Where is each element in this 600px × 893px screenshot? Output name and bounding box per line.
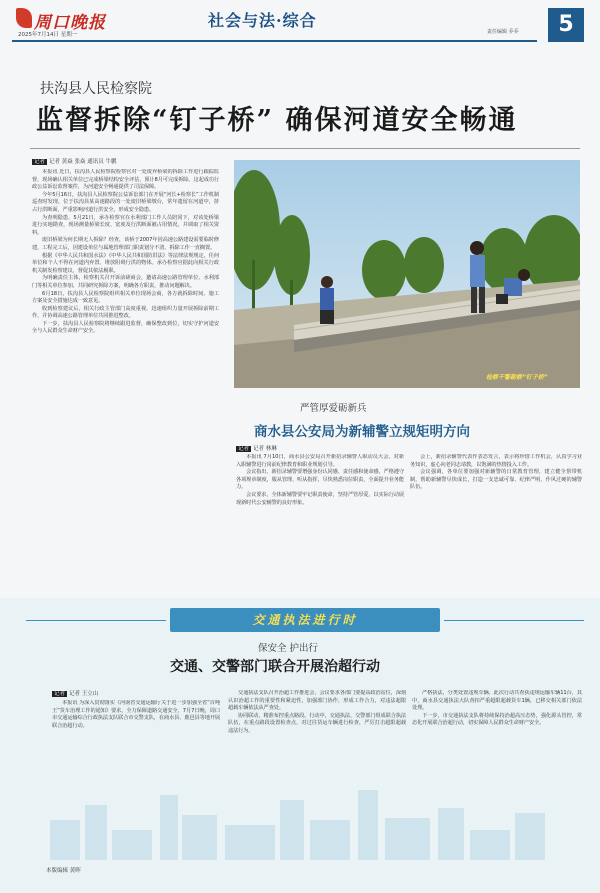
second-body-col1: [236, 454, 404, 576]
paragraph: 下一步，扶沟县人民检察院将继续跟进监督，确保整改到位，切实守护河道安全与人民群众生命财产安全。: [32, 320, 219, 335]
paragraph: 废旧桥梁为何长期无人拆除？经查，该桥于2007年因高速公路建设需要临时修建，工程完工后，因建设单位与属地管理部门职责划分不清，拆除工作一直搁置。: [32, 237, 219, 251]
page-editor: 责任编辑 乔乔: [487, 29, 519, 35]
paragraph: 为明确责任主体，检察机关召开诉前磋商会，邀请高速公路管理单位、水利部门等相关单位参加，共同研究拆除方案，明确各方职责，推动问题解决。: [32, 275, 219, 289]
newspaper-logo: 周口晚报: [34, 13, 106, 33]
photo-caption: 检察干警勘察“钉子桥”: [486, 374, 548, 381]
paragraph: 收到检察建议后，相关行政主管部门高度重视，迅速组织力量开展拆除前期工作，并协调高速公路管理单位共同推进整改。: [32, 305, 219, 320]
transport-byline: [52, 689, 98, 697]
byline-text: 记者 林琳: [253, 446, 277, 452]
paragraph: 为查明隐患，5月21日，承办检察官在水利部门工作人员陪同下，对该处桥梁进行实地勘查，现场测量桥梁长度、宽度及行洪断面被占用情况，并调取了相关资料。: [32, 214, 219, 236]
paragraph: 交通执法支队召开治超工作推进会，会议要求各部门要提高政治站位，深刻认识治超工作的重要性和紧迫性，加强部门协作，形成工作合力，对违法超限超载车辆依法从严查处。: [228, 690, 406, 712]
paragraph: 本报讯 7月10日，商水县公安局召开新招录辅警人职动员大会，对新入职辅警进行岗前纪律教育和职业规划引导。: [236, 454, 404, 468]
issue-date: 2025年7月14日 星期一: [18, 32, 78, 38]
page-number: 5: [548, 8, 584, 42]
paragraph: 6月18日，扶沟县人民检察院组织相关单位现场会商，各方就拆除时间、施工方案及安全措施达成一致意见。: [32, 290, 219, 305]
lead-body: [32, 169, 219, 574]
city-skyline-illustration: [40, 780, 560, 860]
paragraph: 协同联动，精准布控重点路段。行动中，交通执法、交警部门组成联合执法队伍，在重点路段设置检查点，对过往货运车辆进行检查，严厉打击超限超载违法行为。: [228, 712, 406, 734]
byline-text: 记者 黄焱 张焱 通讯员 牛鹏: [49, 159, 117, 165]
column-banner-title: 交通执法进行时: [252, 613, 358, 627]
headline-rule: [30, 148, 580, 149]
second-byline: [236, 444, 277, 452]
paragraph: 会议指出，新招录辅警要增强身份认同感、责任感和使命感，严格遵守各项规章制度，服从管理、听从指挥，尽快熟悉岗位职责，全面提升业务能力。: [236, 469, 404, 491]
byline-text: 记者 王立山: [69, 691, 99, 697]
transport-headline: 交通、交警部门联合开展治超行动: [170, 659, 380, 675]
transport-subheadline: 保安全 护出行: [258, 643, 319, 654]
banner-line-right: [444, 620, 584, 621]
paragraph: 严格执法，分类处置违规车辆。此次行动共查获违规运输车辆11台，其中，商水县交通执法大队查扣严重超限超载货车1辆，已移交相关部门依法处理。: [412, 690, 582, 712]
paragraph: 会上，新招录辅警代表作表态发言，表示将珍惜工作机会，认真学习业务知识，虚心向老同志请教，以饱满的热情投入工作。: [410, 454, 582, 468]
lead-byline: [32, 157, 117, 165]
paragraph: 本报讯 为深入贯彻落实《河南省交通运输厅关于进一步加强全省“百吨王”货车治理工作的通知》要求，全力保障道路交通安全，7月7日晚，周口市交通运输综合行政执法支队联合市交警支队，在商水县、鹿邑县等地开展联合治超行动。: [52, 700, 220, 729]
person-figure: [320, 276, 334, 324]
second-body-col2: [410, 454, 582, 576]
byline-tag: 记者: [34, 159, 46, 165]
paragraph: 会议要求，全体新辅警要牢记职责使命，坚持严管厚爱，以实际行动展现新时代公安辅警的良好形象。: [236, 491, 404, 506]
paragraph: 会议强调，各单位要加强对新辅警的日常教育管理，建立健全帮带机制，帮助新辅警尽快成长，打造一支忠诚可靠、纪律严明、作风过硬的辅警队伍。: [410, 469, 582, 491]
second-headline: 商水县公安局为新辅警立规矩明方向: [254, 424, 470, 440]
paragraph: 下一步，市交通执法支队将持续保持治超高压态势，强化源头管控，常态化开展联合治超行动，切实保障人民群众生命财产安全。: [412, 712, 582, 727]
section-title: 社会与法·综合: [208, 11, 317, 30]
page-footer-editor: 本版编辑 黄晖: [46, 868, 81, 874]
news-photo: [234, 160, 580, 388]
newspaper-logo-icon: [16, 8, 32, 28]
banner-line-left: [26, 620, 166, 621]
second-subheadline: 严管厚爱砺新兵: [300, 403, 367, 414]
lead-headline: 监督拆除“钉子桥” 确保河道安全畅通: [36, 105, 518, 136]
photo-illustration: [234, 160, 580, 388]
paragraph: 根据《中华人民共和国水法》《中华人民共和国防洪法》等法律法规规定，任何单位和个人不得在河道内弃置、堆放阻碍行洪的物体。承办检察官据此向相关行政机关制发检察建议，督促其依法履职。: [32, 252, 219, 274]
lead-org: 扶沟县人民检察院: [40, 81, 152, 97]
byline-tag: 记者: [238, 446, 250, 452]
byline-tag: 记者: [54, 691, 66, 697]
paragraph: 本报讯 近日，扶沟县人民检察院检察官对一处废弃桥梁的拆除工作进行跟踪监督，现场确认相关单位已完成桥梁结构安全评估，预计8月可完成拆除。这起成功行政公益诉讼监督案件，为河道安全畅通提供了司法保障。: [32, 169, 219, 191]
paragraph: 今年5月16日，扶沟县人民检察院公益诉讼部门在开展“河长+检察长”工作机制巡查时发现，位于扶沟县某高速路段的一处废旧桥梁墩台，常年遗留在河道中，挤占行洪断面，严重影响河道行洪安全，形成安全隐患。: [32, 191, 219, 213]
header-rule: [12, 40, 537, 42]
